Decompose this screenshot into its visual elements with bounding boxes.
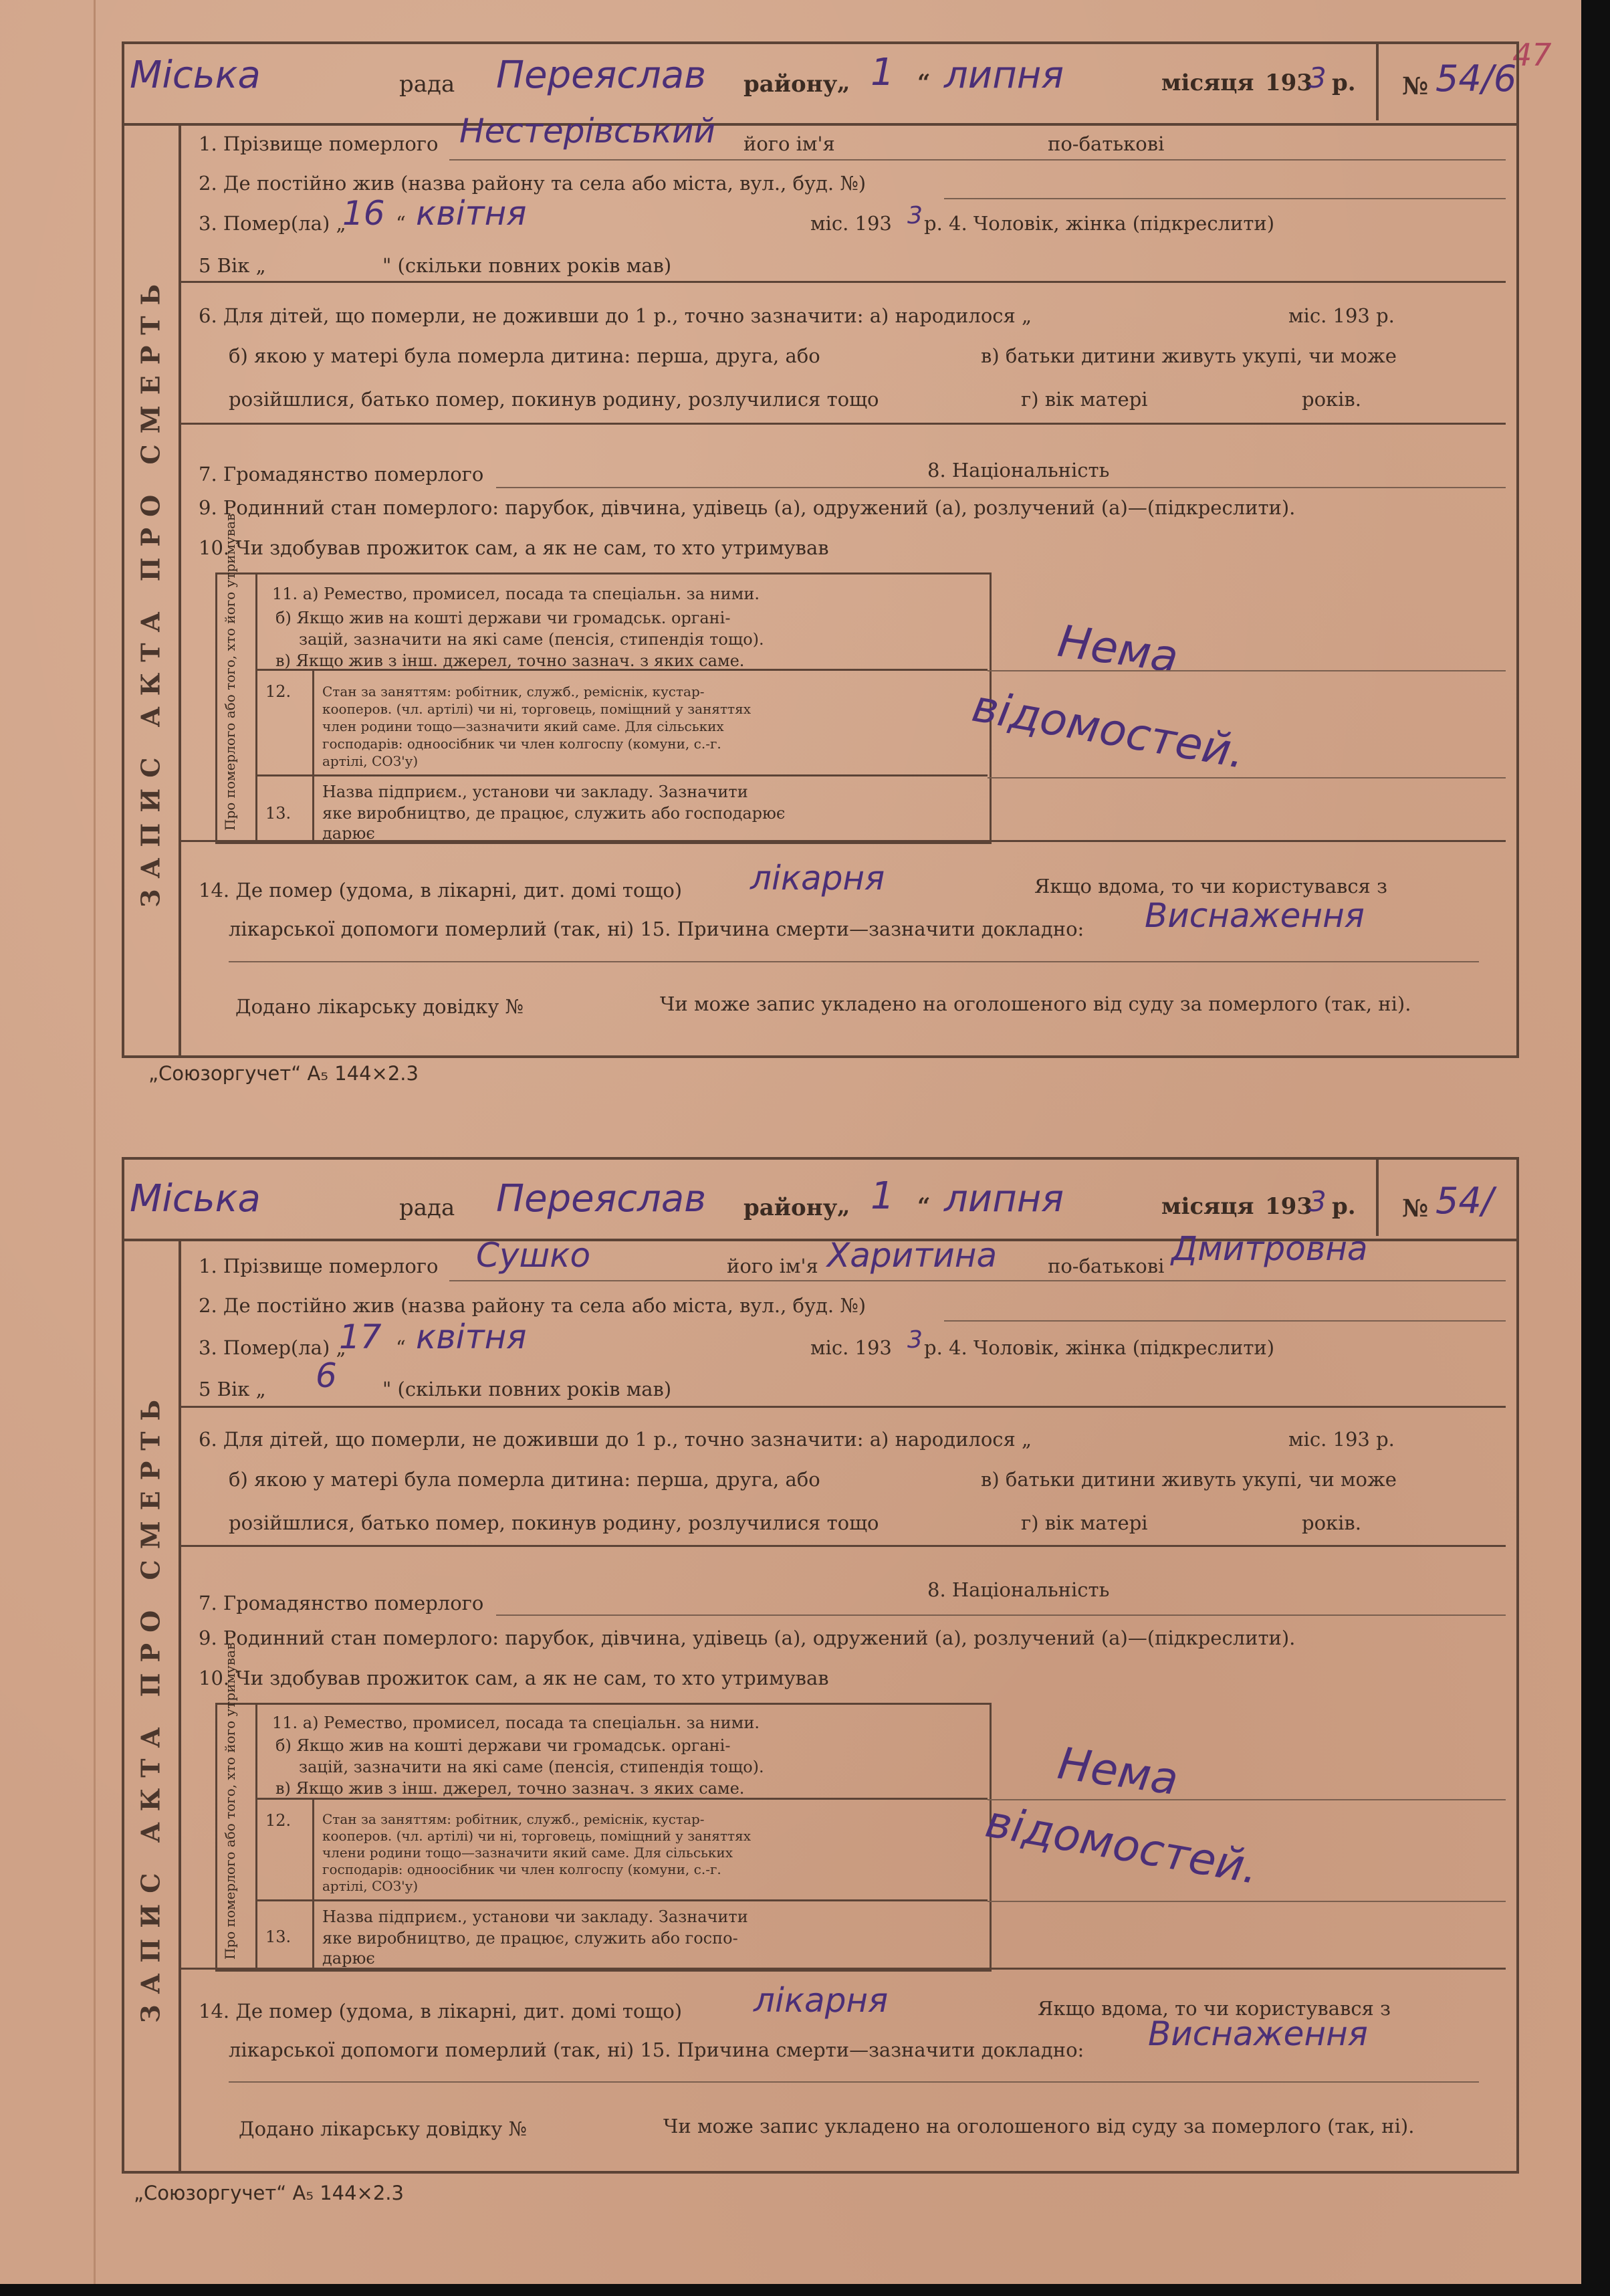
row-9-label: 9. Родинний стан померлого: парубок, дівчина, удівець (а), одружений (а), розлучений (а)—(підкреслити). bbox=[199, 496, 1296, 519]
divider bbox=[181, 281, 1506, 283]
row-10-label: 10. Чи здобував прожиток сам, а як не сам, то хто утримував bbox=[199, 1667, 829, 1689]
side-title-column bbox=[122, 1239, 181, 2174]
row-3-label: 3. Помер(ла) „ bbox=[199, 212, 346, 235]
row-11a-label: 11. а) Ремество, промисел, посада та спеціальн. за ними. bbox=[272, 585, 760, 603]
year-print: 193 bbox=[1265, 70, 1312, 96]
row-8-label: 8. Національність bbox=[927, 1578, 1110, 1601]
row-12-line-2: кооперов. (чл. артілі) чи ні, торговець, поміщний у заняттях bbox=[322, 1828, 751, 1844]
row-11b-cont: зацій, зазначити на які саме (пенсія, стипендія тощо). bbox=[299, 630, 764, 649]
side-title: ЗАПИС АКТА ПРО СМЕРТЬ bbox=[135, 1389, 165, 2023]
row-6d-years: років. bbox=[1302, 388, 1361, 411]
row-12-line-5: артілі, СОЗ'у) bbox=[322, 1878, 419, 1894]
year-suffix: р. bbox=[1332, 70, 1356, 96]
row-16-label: Додано лікарську довідку № bbox=[235, 995, 524, 1018]
row-12-number: 12. bbox=[265, 682, 292, 701]
form-2-footer: „Союзоргучет“ А₅ 144×2.3 bbox=[134, 2182, 404, 2204]
patronymic-value: Дмитровна bbox=[1171, 1229, 1368, 1268]
death-month-value: квітня bbox=[416, 1318, 527, 1356]
cause-of-death-value: Виснаження bbox=[1148, 2014, 1368, 2053]
no-info-line-1: Нема bbox=[1054, 615, 1181, 684]
row-5-hint: " (скільки повних років мав) bbox=[382, 254, 672, 277]
no-info-line-2: відомостей. bbox=[982, 1795, 1263, 1895]
row-3-label: 3. Помер(ла) „ bbox=[199, 1336, 346, 1359]
row-7-label: 7. Громадянство померлого bbox=[199, 463, 484, 486]
row-3-month-label: міс. 193 bbox=[810, 212, 892, 235]
row-12-line-2: кооперов. (чл. артілі) чи ні, торговець, поміщний у заняттях bbox=[322, 701, 751, 717]
row-11b-cont: зацій, зазначити на які саме (пенсія, стипендія тощо). bbox=[299, 1758, 764, 1776]
row-13-line-2: яке виробництво, де працює, служить або госпо- bbox=[322, 1929, 738, 1948]
district-value: Переяслав bbox=[496, 1177, 707, 1221]
row-11c-label: в) Якщо жив з інш. джерел, точно зазнач. з яких саме. bbox=[275, 651, 745, 670]
council-value: Міська bbox=[130, 1177, 261, 1221]
row-14-label: 14. Де помер (удома, в лікарні, дит. домі тощо) bbox=[199, 2000, 683, 2022]
row-7-label: 7. Громадянство померлого bbox=[199, 1592, 484, 1614]
council-label: рада bbox=[399, 71, 455, 98]
row-3-year-digit: 3 bbox=[907, 202, 923, 229]
row-6-label: 6. Для дітей, що померли, не доживши до 1 р., точно зазначити: а) народилося „ bbox=[199, 304, 1032, 327]
row-3-sex-label: р. 4. Чоловік, жінка (підкреслити) bbox=[924, 212, 1275, 235]
row-14-label: 14. Де помер (удома, в лікарні, дит. домі тощо) bbox=[199, 879, 683, 902]
row-11b-label: б) Якщо жив на кошті держави чи громадськ. органі- bbox=[275, 1736, 731, 1755]
row-6-month: міс. 193 р. bbox=[1288, 1428, 1395, 1451]
occupation-grid-rule bbox=[255, 1703, 257, 1968]
row-13-line-3: дарює bbox=[322, 824, 375, 843]
row-10-label: 10. Чи здобував прожиток сам, а як не сам, то хто утримував bbox=[199, 536, 829, 559]
occupation-grid-rule bbox=[255, 774, 988, 776]
year-digit: 3 bbox=[1308, 1185, 1327, 1218]
district-label: району bbox=[743, 1194, 838, 1221]
month-value: липня bbox=[944, 54, 1064, 97]
row-line bbox=[988, 1901, 1506, 1902]
day-quote: „ bbox=[837, 70, 850, 96]
place-of-death-value: лікарня bbox=[750, 859, 885, 898]
row-14-home-label: Якщо вдома, то чи користувався з bbox=[1038, 1997, 1391, 2020]
page-number: 47 bbox=[1512, 37, 1552, 73]
row-6-month: міс. 193 р. bbox=[1288, 304, 1395, 327]
row-11a-label: 11. а) Ремество, промисел, посада та спеціальн. за ними. bbox=[272, 1713, 760, 1732]
row-1-patronymic-label: по-батькові bbox=[1048, 1255, 1165, 1277]
row-line bbox=[229, 961, 1479, 962]
row-7-line bbox=[496, 487, 1506, 488]
cause-of-death-value: Виснаження bbox=[1145, 896, 1365, 935]
row-line bbox=[229, 2081, 1479, 2083]
row-13-line-1: Назва підприєм., установи чи закладу. Зазначити bbox=[322, 782, 748, 801]
record-number-label: № bbox=[1402, 72, 1429, 100]
council-label: рада bbox=[399, 1194, 455, 1221]
form-1-footer: „Союзоргучет“ А₅ 144×2.3 bbox=[148, 1062, 419, 1085]
month-label: місяця bbox=[1161, 1193, 1254, 1220]
occupation-grid-rule bbox=[312, 1798, 314, 1968]
row-1-name-label: його ім'я bbox=[743, 132, 835, 155]
record-number-value: 54/6 bbox=[1435, 58, 1517, 100]
row-6b-label: б) якою у матері була померла дитина: перша, друга, або bbox=[229, 344, 820, 367]
row-5-label: 5 Вік „ bbox=[199, 1378, 266, 1400]
row-6d-label: г) вік матері bbox=[1021, 388, 1148, 411]
record-number-value: 54/ bbox=[1435, 1180, 1494, 1222]
row-3-quote: “ bbox=[396, 212, 406, 235]
row-11b-label: б) Якщо жив на кошті держави чи громадськ. органі- bbox=[275, 609, 731, 627]
divider bbox=[181, 1406, 1506, 1408]
day-quote: „ bbox=[837, 1193, 850, 1220]
year-digit: 3 bbox=[1308, 62, 1327, 94]
side-title: ЗАПИС АКТА ПРО СМЕРТЬ bbox=[135, 274, 165, 908]
day-quote-close: “ bbox=[917, 1193, 931, 1220]
row-8-label: 8. Національність bbox=[927, 459, 1110, 482]
occupation-grid-rule bbox=[255, 572, 257, 840]
row-6b-label: б) якою у матері була померла дитина: перша, друга, або bbox=[229, 1468, 820, 1491]
row-3-year-digit: 3 bbox=[907, 1326, 923, 1354]
death-month-value: квітня bbox=[416, 194, 527, 233]
occupation-grid-rule bbox=[312, 669, 314, 840]
death-record-form-2 bbox=[122, 1157, 1519, 2174]
day-value: 1 bbox=[871, 1174, 895, 1218]
age-value: 6 bbox=[316, 1356, 337, 1395]
surname-value: Нестерівський bbox=[459, 112, 715, 150]
row-6-label: 6. Для дітей, що померли, не доживши до 1 р., точно зазначити: а) народилося „ bbox=[199, 1428, 1032, 1451]
row-16-label: Додано лікарську довідку № bbox=[239, 2117, 527, 2140]
divider bbox=[181, 423, 1506, 425]
row-6d-label: г) вік матері bbox=[1021, 1511, 1148, 1534]
district-value: Переяслав bbox=[496, 54, 707, 97]
row-1-patronymic-label: по-батькові bbox=[1048, 132, 1165, 155]
row-13-line-3: дарює bbox=[322, 1949, 375, 1968]
row-12-number: 12. bbox=[265, 1811, 292, 1830]
record-number-label: № bbox=[1402, 1194, 1429, 1223]
surname-value: Сушко bbox=[476, 1236, 591, 1275]
row-12-line-3: член родини тощо—зазначити який саме. Для сільських bbox=[322, 718, 724, 734]
place-of-death-value: лікарня bbox=[754, 1981, 889, 2020]
row-13-line-2: яке виробництво, де працює, служить або господарює bbox=[322, 804, 786, 823]
council-value: Міська bbox=[130, 54, 261, 97]
first-name-value: Харитина bbox=[827, 1236, 998, 1275]
row-6-sep-label: розійшлися, батько помер, покинув родину, розлучилися тощо bbox=[229, 388, 879, 411]
binding-stub bbox=[0, 0, 96, 2284]
divider bbox=[181, 1545, 1506, 1547]
row-line bbox=[988, 777, 1506, 778]
row-16-court-label: Чи може запис укладено на оголошеного від суду за померлого (так, ні). bbox=[660, 993, 1411, 1015]
no-info-line-1: Нема bbox=[1054, 1737, 1181, 1806]
row-2-line bbox=[944, 1320, 1506, 1322]
divider bbox=[181, 1968, 1506, 1970]
death-day-value: 17 bbox=[339, 1318, 382, 1356]
row-15-label: лікарської допомоги померлий (так, ні) 15. Причина смерти—зазначити докладно: bbox=[229, 2039, 1084, 2061]
occupation-vertical-label: Про померлого або того, хто його утримував bbox=[222, 1642, 238, 1960]
day-quote-close: “ bbox=[917, 70, 931, 96]
row-14-home-label: Якщо вдома, то чи користувався з bbox=[1034, 875, 1387, 898]
occupation-grid-rule bbox=[255, 1798, 988, 1800]
day-value: 1 bbox=[871, 51, 895, 94]
row-16-court-label: Чи може запис укладено на оголошеного від суду за померлого (так, ні). bbox=[663, 2115, 1415, 2137]
row-9-label: 9. Родинний стан померлого: парубок, дівчина, удівець (а), одружений (а), розлучений (а)—(підкреслити). bbox=[199, 1627, 1296, 1649]
row-5-label: 5 Вік „ bbox=[199, 254, 266, 277]
row-6c-label: в) батьки дитини живуть укупі, чи може bbox=[981, 1468, 1397, 1491]
row-11c-label: в) Якщо жив з інш. джерел, точно зазнач. з яких саме. bbox=[275, 1779, 745, 1798]
divider bbox=[181, 840, 1506, 842]
row-6c-label: в) батьки дитини живуть укупі, чи може bbox=[981, 344, 1397, 367]
row-6-sep-label: розійшлися, батько помер, покинув родину, розлучилися тощо bbox=[229, 1511, 879, 1534]
year-suffix: р. bbox=[1332, 1193, 1356, 1220]
row-12-line-1: Стан за заняттям: робітник, служб., реміснік, кустар- bbox=[322, 1811, 705, 1827]
occupation-vertical-label: Про померлого або того, хто його утримував bbox=[222, 513, 238, 831]
row-13-number: 13. bbox=[265, 1927, 292, 1946]
row-1-label: 1. Прізвище померлого bbox=[199, 132, 439, 155]
row-12-line-5: артілі, СОЗ'у) bbox=[322, 753, 419, 769]
row-6d-years: років. bbox=[1302, 1511, 1361, 1534]
row-15-label: лікарської допомоги померлий (так, ні) 15. Причина смерти—зазначити докладно: bbox=[229, 918, 1084, 940]
row-7-line bbox=[496, 1614, 1506, 1616]
row-2-label: 2. Де постійно жив (назва району та села або міста, вул., буд. №) bbox=[199, 172, 867, 195]
row-13-line-1: Назва підприєм., установи чи закладу. Зазначити bbox=[322, 1907, 748, 1926]
month-label: місяця bbox=[1161, 70, 1254, 96]
row-5-hint: " (скільки повних років мав) bbox=[382, 1378, 672, 1400]
row-1-line bbox=[449, 1280, 1506, 1281]
death-day-value: 16 bbox=[342, 194, 385, 233]
row-13-number: 13. bbox=[265, 804, 292, 823]
no-info-line-2: відомостей. bbox=[968, 680, 1250, 779]
row-3-month-label: міс. 193 bbox=[810, 1336, 892, 1359]
row-2-label: 2. Де постійно жив (назва району та села або міста, вул., буд. №) bbox=[199, 1294, 867, 1317]
occupation-grid-rule bbox=[255, 1899, 988, 1901]
row-3-quote: “ bbox=[396, 1336, 406, 1359]
year-print: 193 bbox=[1265, 1193, 1312, 1220]
month-value: липня bbox=[944, 1177, 1064, 1221]
row-line bbox=[988, 1799, 1506, 1800]
row-12-line-4: господарів: одноосібник чи член колгоспу (комуни, с.-г. bbox=[322, 1861, 721, 1877]
row-line bbox=[988, 670, 1506, 671]
row-12-line-3: члени родини тощо—зазначити який саме. Для сільських bbox=[322, 1845, 733, 1861]
row-1-name-label: його ім'я bbox=[727, 1255, 818, 1277]
district-label: району bbox=[743, 71, 838, 98]
side-title-column bbox=[122, 123, 181, 1058]
row-2-line bbox=[944, 198, 1506, 199]
row-1-line bbox=[449, 159, 1506, 161]
row-3-sex-label: р. 4. Чоловік, жінка (підкреслити) bbox=[924, 1336, 1275, 1359]
row-1-label: 1. Прізвище померлого bbox=[199, 1255, 439, 1277]
row-12-line-1: Стан за заняттям: робітник, служб., реміснік, кустар- bbox=[322, 684, 705, 700]
death-record-form-1 bbox=[122, 41, 1519, 1058]
row-12-line-4: господарів: одноосібник чи член колгоспу (комуни, с.-г. bbox=[322, 736, 721, 752]
